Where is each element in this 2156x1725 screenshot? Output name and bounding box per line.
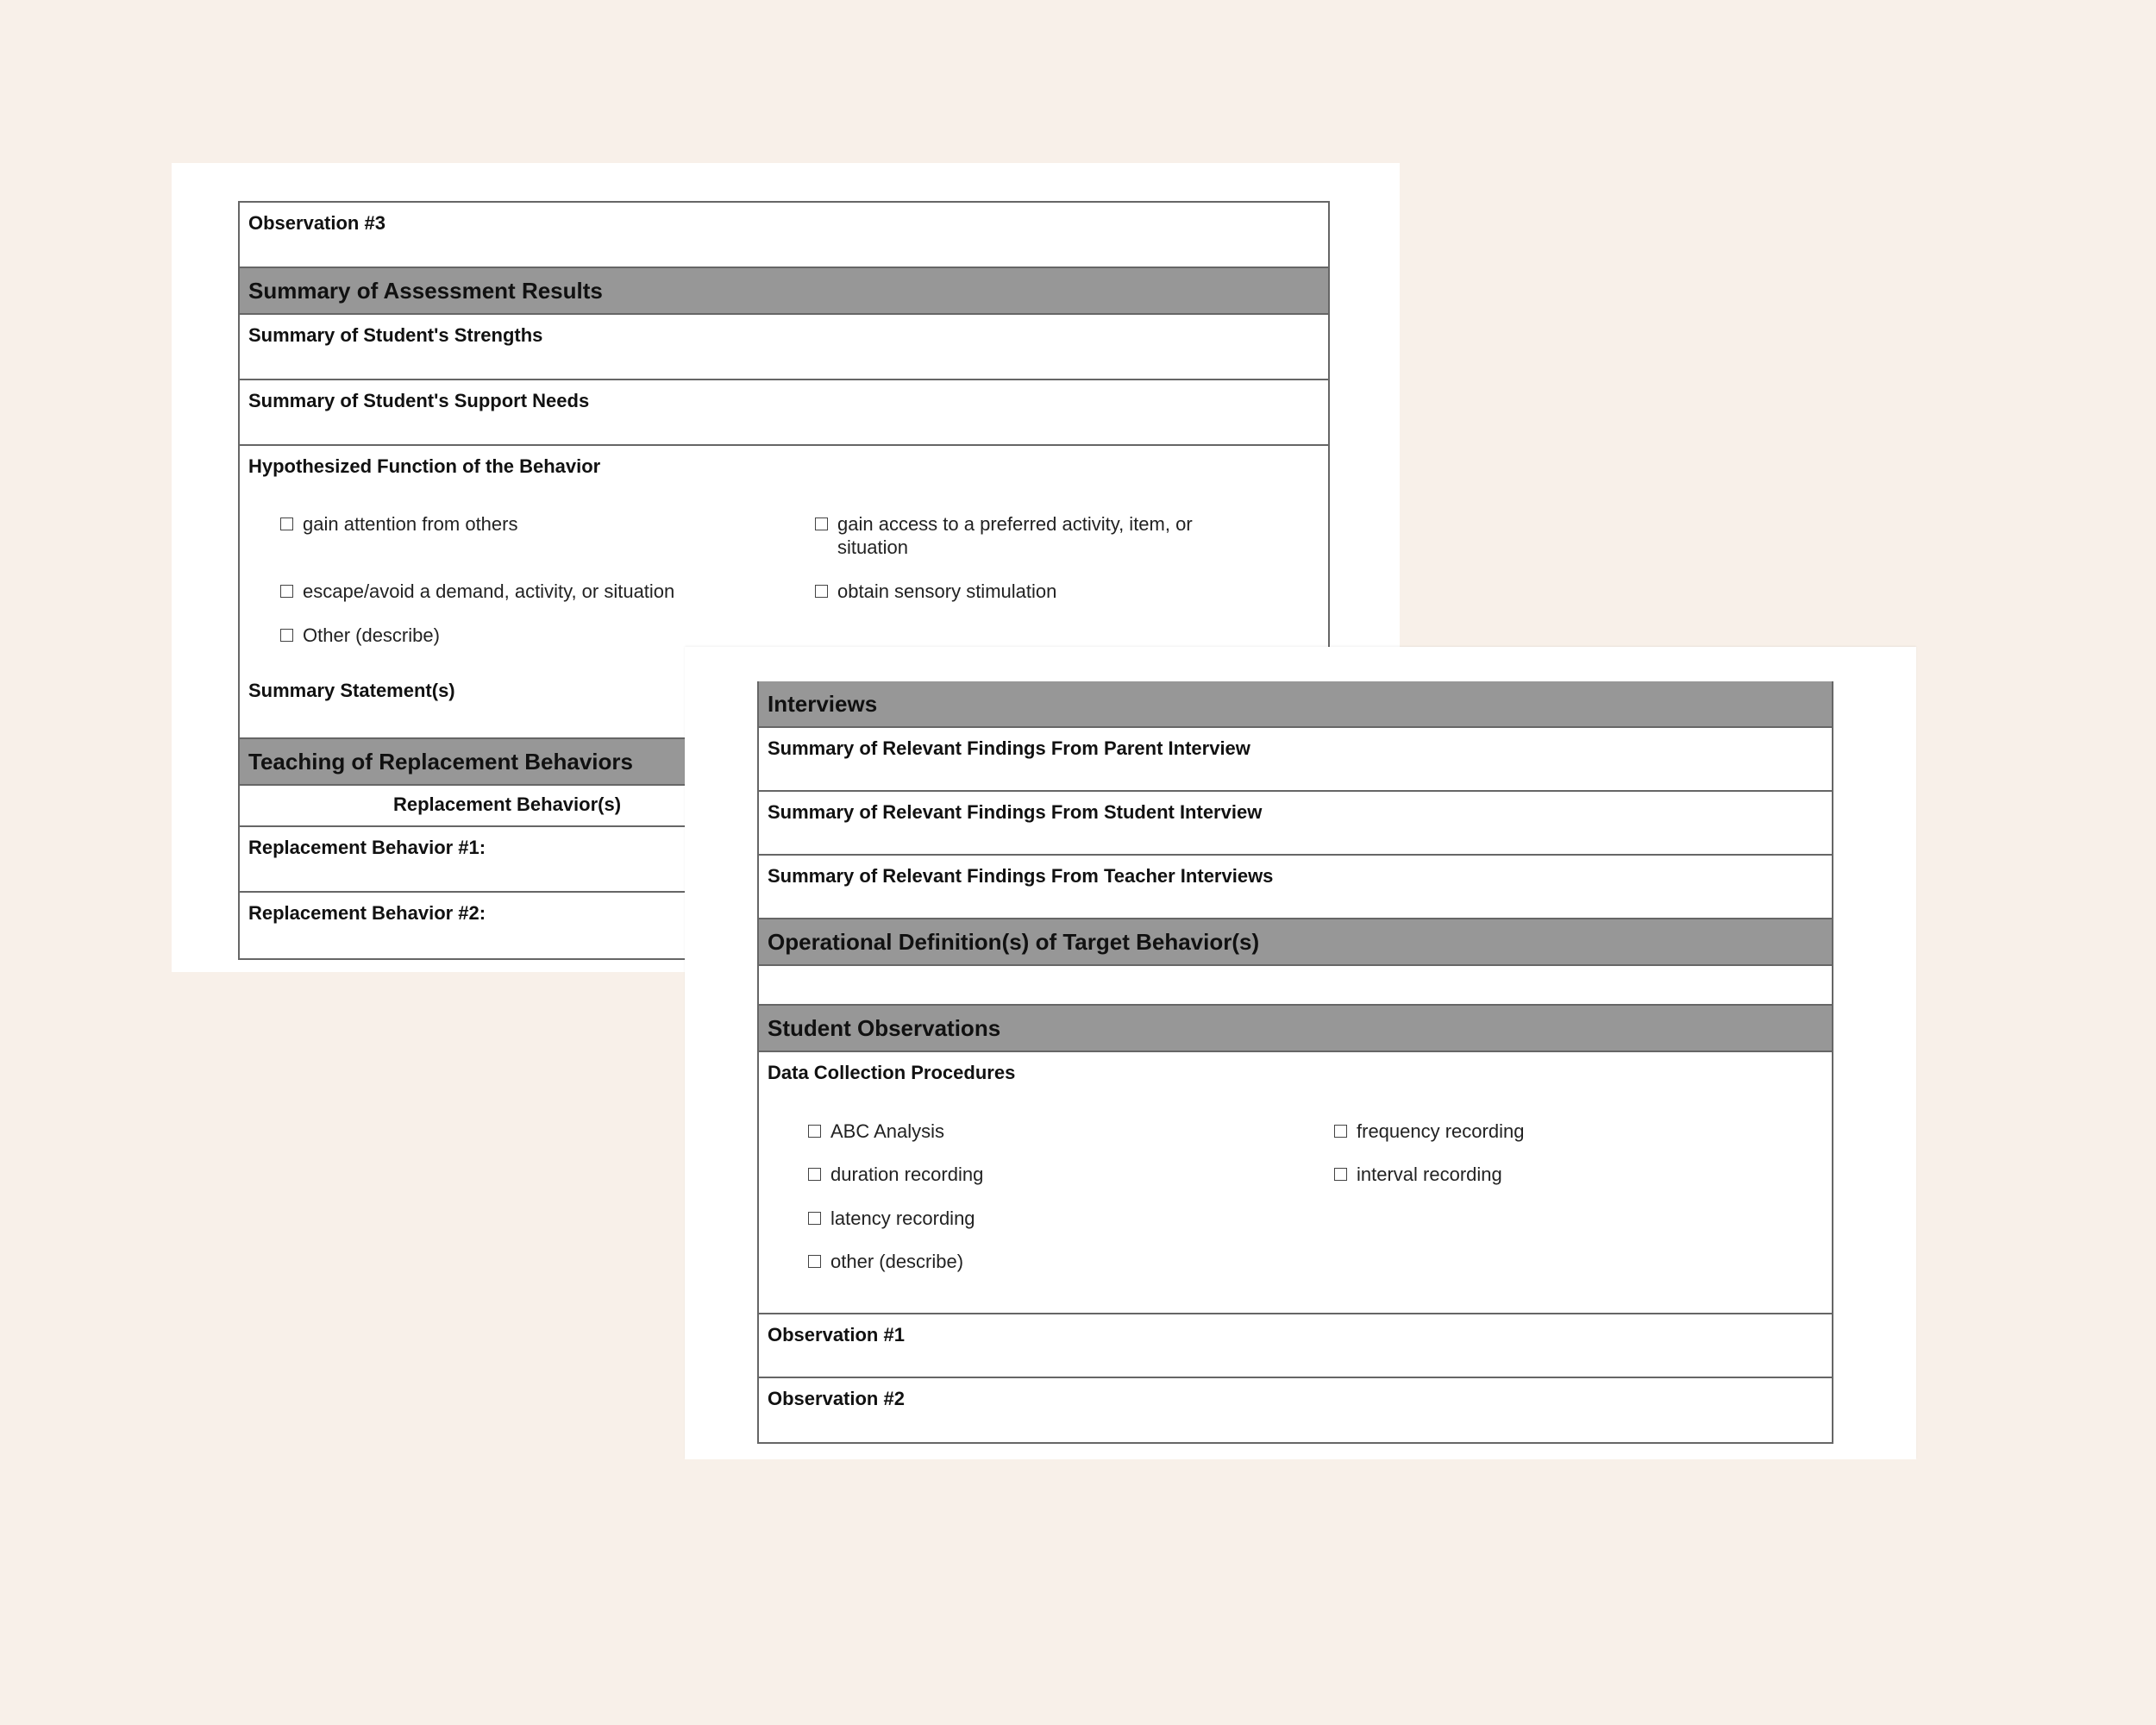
strengths-label: Summary of Student's Strengths [248, 324, 543, 346]
checkbox-icon[interactable] [1334, 1168, 1347, 1181]
data-collection-label: Data Collection Procedures [768, 1062, 1016, 1083]
option-latency-recording[interactable] [808, 1207, 975, 1230]
observation-3-label: Observation #3 [248, 212, 385, 234]
checkbox-icon[interactable] [280, 585, 293, 598]
observation-1-label: Observation #1 [768, 1324, 905, 1346]
replacement-2-label: Replacement Behavior #2: [248, 902, 486, 924]
checkbox-icon[interactable] [808, 1212, 821, 1225]
option-label: gain access to a preferred activity, item, or situation [837, 513, 1193, 558]
parent-interview-label: Summary of Relevant Findings From Parent Interview [768, 737, 1250, 759]
checkbox-icon[interactable] [280, 629, 293, 642]
teacher-interview-cell[interactable] [759, 856, 1832, 919]
support-needs-cell[interactable] [240, 380, 1328, 446]
support-needs-label: Summary of Student's Support Needs [248, 390, 590, 411]
behavior-function-label: Hypothesized Function of the Behavior [248, 455, 601, 477]
observation-2-label: Observation #2 [768, 1388, 905, 1409]
option-gain-access[interactable] [815, 512, 1229, 559]
option-frequency-recording[interactable] [1334, 1120, 1524, 1143]
option-duration-recording[interactable] [808, 1163, 983, 1186]
student-observations-header: Student Observations [759, 1006, 1832, 1052]
replacement-1-label: Replacement Behavior #1: [248, 837, 486, 858]
front-form-table [757, 681, 1833, 1444]
option-other-describe[interactable] [808, 1250, 963, 1273]
replacement-behaviors-label: Replacement Behavior(s) [392, 794, 622, 815]
data-collection-cell [759, 1052, 1832, 1314]
checkbox-icon[interactable] [808, 1168, 821, 1181]
option-other[interactable] [280, 624, 440, 647]
observation-3-cell[interactable] [240, 203, 1328, 268]
parent-interview-cell[interactable] [759, 728, 1832, 792]
option-label: escape/avoid a demand, activity, or situation [303, 580, 675, 602]
operational-definition-cell[interactable] [759, 966, 1832, 1006]
option-label: Other (describe) [303, 624, 440, 646]
option-interval-recording[interactable] [1334, 1163, 1502, 1186]
observation-2-cell[interactable] [759, 1378, 1832, 1442]
option-gain-attention[interactable] [280, 512, 517, 536]
front-form-page [685, 647, 1916, 1459]
summary-statements-label: Summary Statement(s) [248, 680, 455, 701]
operational-definition-header: Operational Definition(s) of Target Behavior(s) [759, 919, 1832, 966]
student-interview-cell[interactable] [759, 792, 1832, 856]
checkbox-icon[interactable] [815, 585, 828, 598]
option-label: other (describe) [830, 1251, 964, 1272]
option-label: latency recording [830, 1208, 975, 1229]
checkbox-icon[interactable] [815, 518, 828, 530]
option-label: ABC Analysis [830, 1120, 945, 1142]
teacher-interview-label: Summary of Relevant Findings From Teacher Interviews [768, 865, 1274, 887]
option-label: obtain sensory stimulation [837, 580, 1057, 602]
teaching-replacement-header: Teaching of Replacement Behaviors [240, 739, 1328, 786]
option-label: interval recording [1357, 1164, 1502, 1185]
strengths-cell[interactable] [240, 315, 1328, 380]
checkbox-icon[interactable] [808, 1125, 821, 1138]
assessment-results-header: Summary of Assessment Results [240, 268, 1328, 315]
option-label: gain attention from others [303, 513, 518, 535]
option-sensory[interactable] [815, 580, 1056, 603]
checkbox-icon[interactable] [1334, 1125, 1347, 1138]
checkbox-icon[interactable] [808, 1255, 821, 1268]
interviews-header: Interviews [759, 681, 1832, 728]
checkbox-icon[interactable] [280, 518, 293, 530]
option-label: duration recording [830, 1164, 984, 1185]
observation-1-cell[interactable] [759, 1314, 1832, 1378]
option-escape-avoid[interactable] [280, 580, 674, 603]
option-abc-analysis[interactable] [808, 1120, 944, 1143]
student-interview-label: Summary of Relevant Findings From Student Interview [768, 801, 1263, 823]
option-label: frequency recording [1357, 1120, 1525, 1142]
